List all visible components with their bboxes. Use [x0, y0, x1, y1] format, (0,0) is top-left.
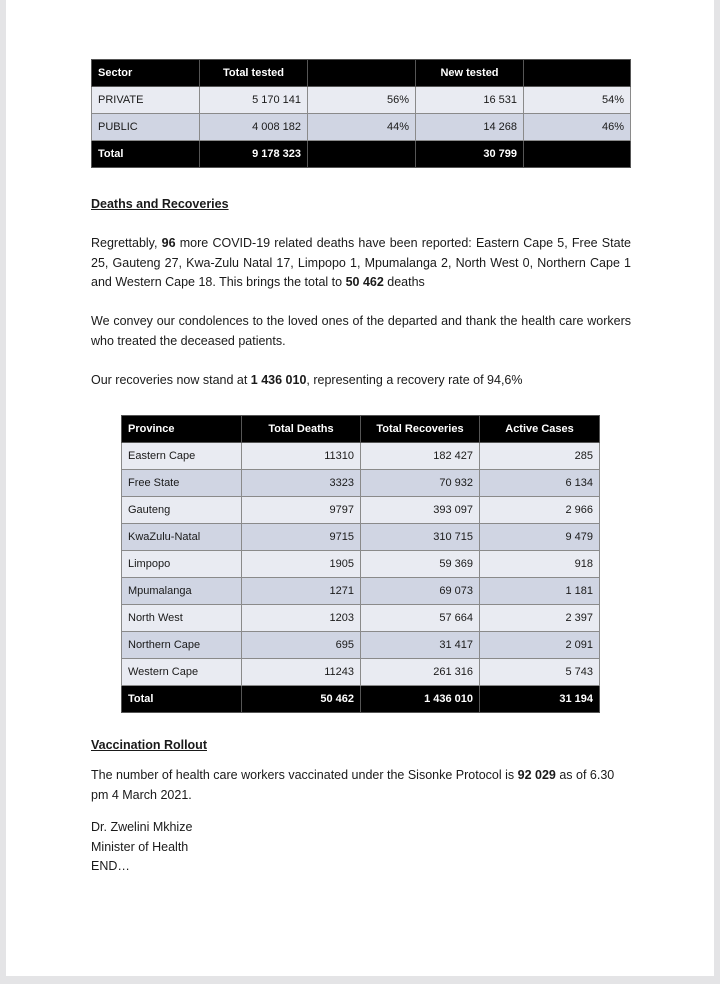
total-tested-sum: 9 178 323	[200, 141, 308, 168]
active-cases: 5 743	[480, 659, 600, 686]
header-total-pct	[308, 60, 416, 87]
table-row	[122, 551, 600, 578]
total-deaths: 695	[242, 632, 361, 659]
table-row	[122, 497, 600, 524]
total-deaths: 1203	[242, 605, 361, 632]
province-name: Gauteng	[122, 497, 242, 524]
new-tested: 16 531	[416, 87, 524, 114]
recoveries-count: 1 436 010	[250, 373, 307, 387]
signature-block	[91, 818, 631, 877]
active-cases: 2 397	[480, 605, 600, 632]
total-recoveries: 57 664	[361, 605, 480, 632]
province-name: North West	[122, 605, 242, 632]
total-tested-pct: 44%	[308, 114, 416, 141]
table-total-row	[92, 141, 631, 168]
sector-name: PUBLIC	[92, 114, 200, 141]
total-deaths: 9715	[242, 524, 361, 551]
end-marker: END…	[91, 859, 130, 873]
new-tested-pct: 54%	[524, 87, 631, 114]
header-total-recoveries: Total Recoveries	[361, 416, 480, 443]
active-cases: 918	[480, 551, 600, 578]
total-deaths: 11243	[242, 659, 361, 686]
total-tested: 5 170 141	[200, 87, 308, 114]
total-recoveries: 182 427	[361, 443, 480, 470]
table-row	[122, 578, 600, 605]
header-new-pct	[524, 60, 631, 87]
table-total-row	[122, 686, 600, 713]
deaths-paragraph: Regrettably, 96 more COVID-19 related deaths have been reported: Eastern Cape 5, Free State 25, Gauteng 27, Kwa-Zulu Natal 17, Limpopo 1, Mpumalanga 2, North West 0, Northern Cape 1 and Western Cape 18. This brings the total to 50 462 deaths	[91, 236, 631, 289]
table-row	[122, 605, 600, 632]
deaths-heading: Deaths and Recoveries	[91, 197, 229, 211]
sector-testing-table	[91, 59, 631, 168]
province-name: Free State	[122, 470, 242, 497]
province-name: KwaZulu-Natal	[122, 524, 242, 551]
header-province: Province	[122, 416, 242, 443]
total-deaths-sum: 50 462	[242, 686, 361, 713]
vaccinated-count: 92 029	[517, 768, 556, 782]
table-row	[122, 659, 600, 686]
total-recoveries: 261 316	[361, 659, 480, 686]
province-name: Limpopo	[122, 551, 242, 578]
total-deaths: 3323	[242, 470, 361, 497]
province-statistics-table	[121, 415, 600, 713]
sector-name: PRIVATE	[92, 87, 200, 114]
total-deaths: 1905	[242, 551, 361, 578]
total-recoveries: 310 715	[361, 524, 480, 551]
table-row	[122, 632, 600, 659]
total-recoveries: 31 417	[361, 632, 480, 659]
active-cases: 9 479	[480, 524, 600, 551]
province-name: Total	[122, 686, 242, 713]
total-deaths: 1271	[242, 578, 361, 605]
province-table-header	[122, 416, 600, 443]
table-row	[122, 524, 600, 551]
total-recoveries: 59 369	[361, 551, 480, 578]
total-label: Total	[92, 141, 200, 168]
header-active-cases: Active Cases	[480, 416, 600, 443]
signatory-name: Dr. Zwelini Mkhize	[91, 820, 193, 834]
new-tested-sum: 30 799	[416, 141, 524, 168]
vaccination-heading: Vaccination Rollout	[91, 738, 207, 752]
province-table-body	[122, 443, 600, 713]
header-sector: Sector	[92, 60, 200, 87]
province-name: Eastern Cape	[122, 443, 242, 470]
total-tested-pct: 56%	[308, 87, 416, 114]
header-total-tested: Total tested	[200, 60, 308, 87]
total-deaths: 11310	[242, 443, 361, 470]
header-new-tested: New tested	[416, 60, 524, 87]
header-total-deaths: Total Deaths	[242, 416, 361, 443]
total-recoveries: 70 932	[361, 470, 480, 497]
document-page	[6, 0, 714, 976]
active-cases: 1 181	[480, 578, 600, 605]
total-deaths-count: 50 462	[345, 275, 384, 289]
vaccination-paragraph: The number of health care workers vaccinated under the Sisonke Protocol is 92 029 as of 6.30 pm 4 March 2021.	[91, 768, 615, 802]
total-recoveries-sum: 1 436 010	[361, 686, 480, 713]
new-tested: 14 268	[416, 114, 524, 141]
total-tested: 4 008 182	[200, 114, 308, 141]
active-cases: 6 134	[480, 470, 600, 497]
signatory-title: Minister of Health	[91, 839, 189, 854]
table-row	[92, 87, 631, 114]
total-deaths: 9797	[242, 497, 361, 524]
active-cases: 285	[480, 443, 600, 470]
active-cases-sum: 31 194	[480, 686, 600, 713]
active-cases: 2 966	[480, 497, 600, 524]
province-name: Northern Cape	[122, 632, 242, 659]
total-recoveries: 393 097	[361, 497, 480, 524]
recovery-paragraph: Our recoveries now stand at 1 436 010, representing a recovery rate of 94,6%	[91, 373, 523, 387]
table-row	[122, 470, 600, 497]
province-name: Mpumalanga	[122, 578, 242, 605]
province-name: Western Cape	[122, 659, 242, 686]
sector-table-header	[92, 60, 631, 87]
table-row	[122, 443, 600, 470]
active-cases: 2 091	[480, 632, 600, 659]
table-row	[92, 114, 631, 141]
new-deaths-count: 96	[161, 236, 176, 250]
condolence-paragraph: We convey our condolences to the loved ones of the departed and thank the health care workers who treated the deceased patients.	[91, 314, 631, 348]
total-recoveries: 69 073	[361, 578, 480, 605]
new-tested-pct: 46%	[524, 114, 631, 141]
